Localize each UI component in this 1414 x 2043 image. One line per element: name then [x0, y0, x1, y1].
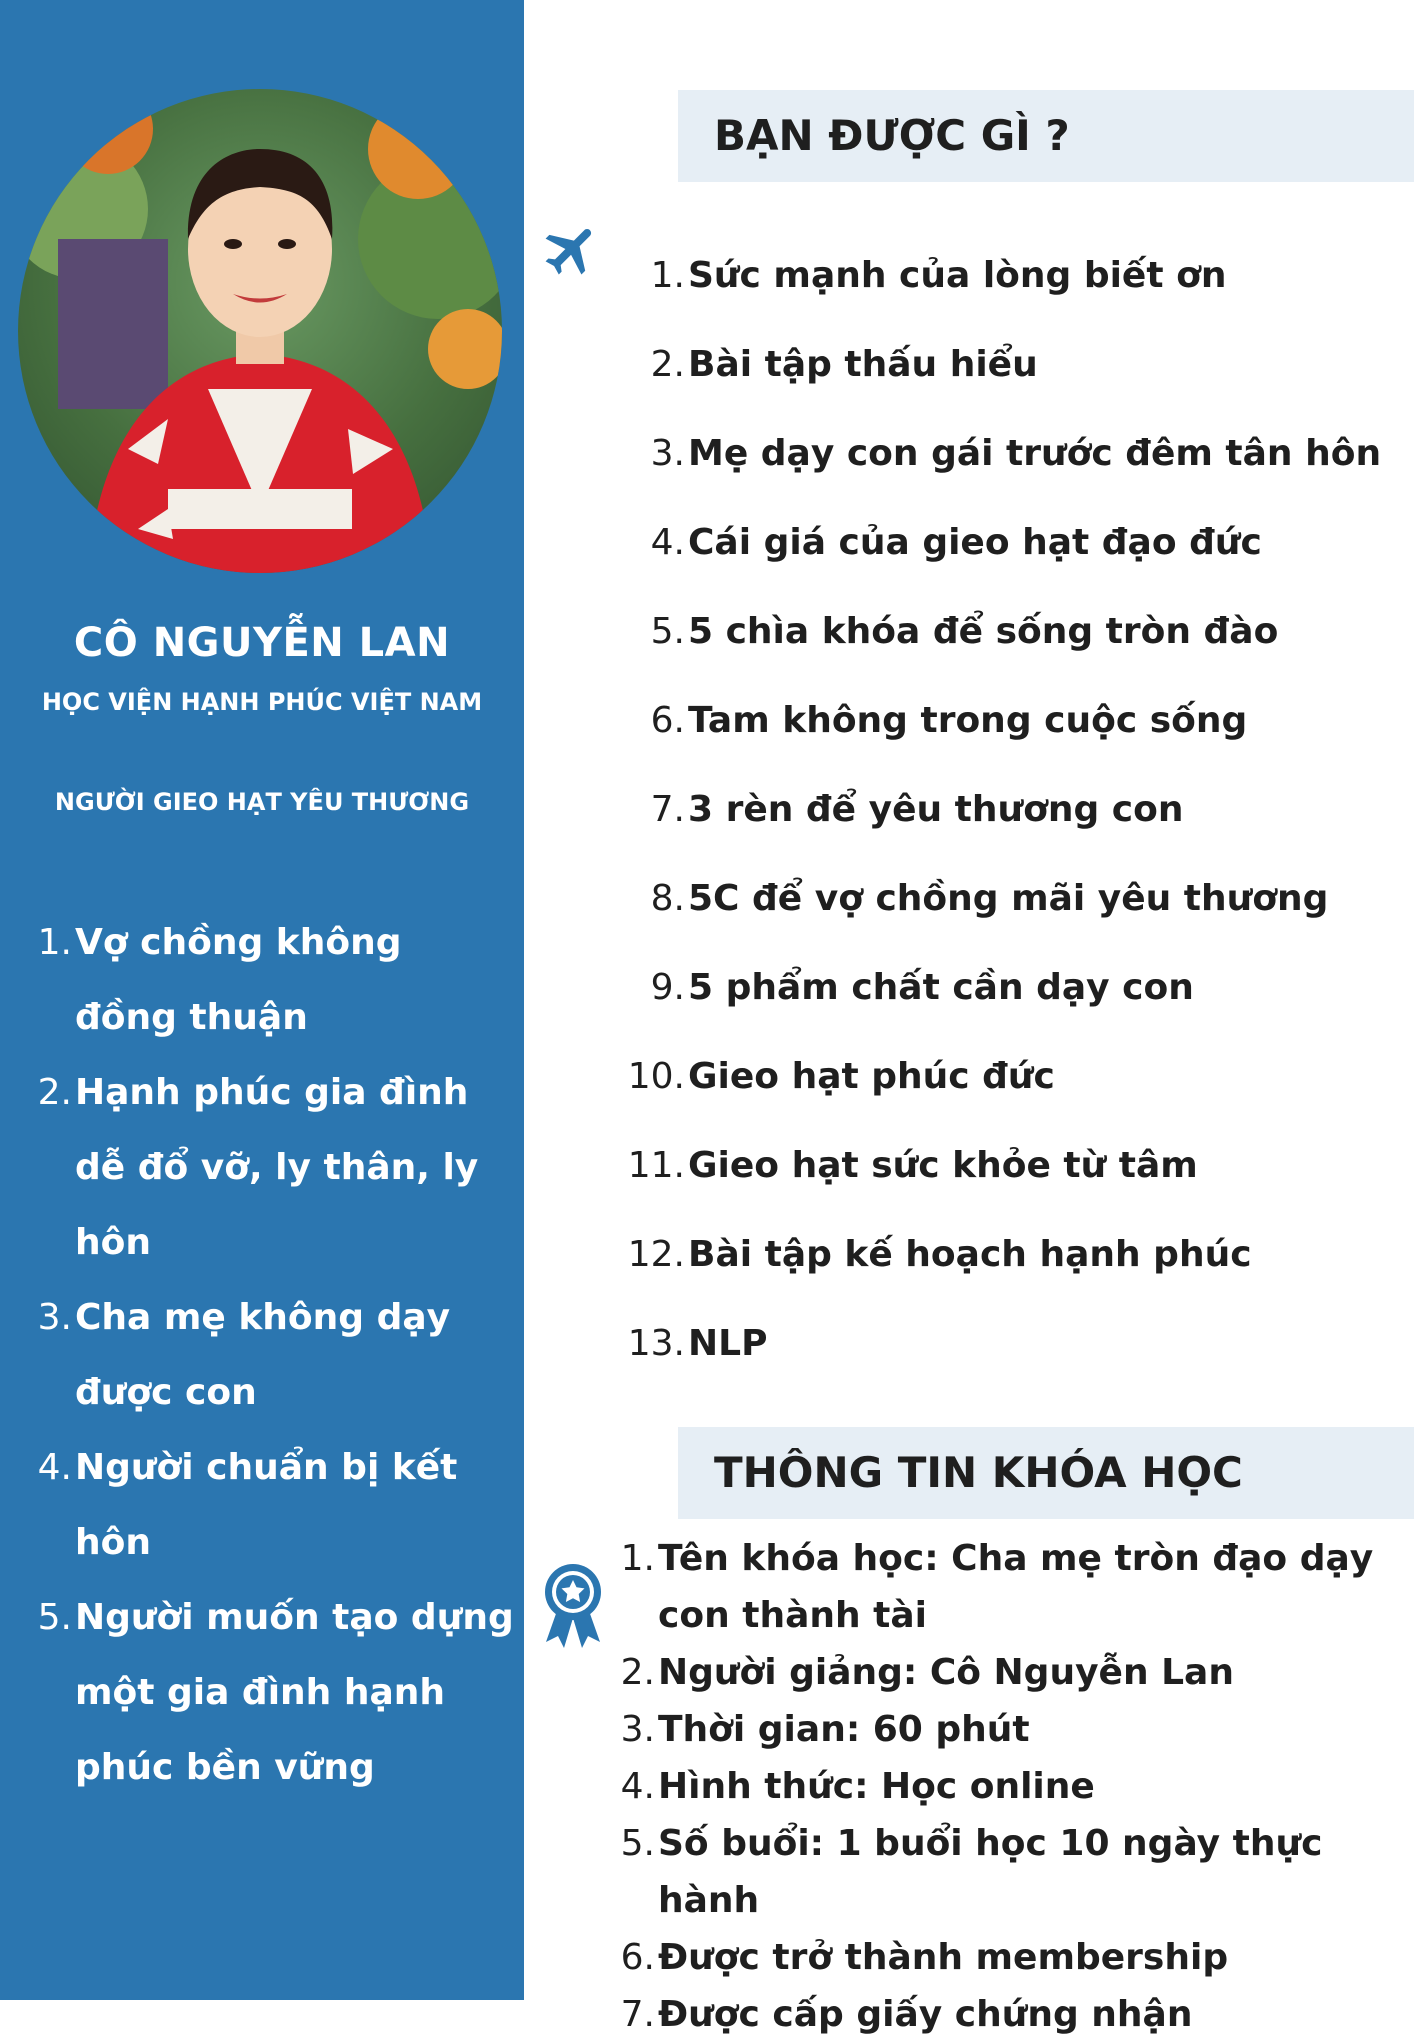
list-item: 5. Số buổi: 1 buổi học 10 ngày thực hành — [620, 1823, 1323, 1921]
list-item: 7. Được cấp giấy chứng nhận — [620, 1994, 1193, 2035]
list-item: 3. Thời gian: 60 phút — [620, 1709, 1030, 1750]
list-item: 4. Người chuẩn bị kết hôn — [37, 1447, 458, 1563]
list-item: 2. Hạnh phúc gia đình dễ đổ vỡ, ly thân, ly hôn — [37, 1072, 479, 1263]
course-info-header — [678, 1427, 1414, 1519]
list-item: 1. Tên khóa học: Cha mẹ tròn đạo dạy con thành tài — [620, 1538, 1374, 1636]
course-info-list — [0, 1530, 1414, 2043]
list-item: 4. Cái giá của gieo hạt đạo đức — [650, 522, 1262, 563]
list-item: 1. Vợ chồng không đồng thuận — [37, 922, 402, 1038]
course-info-title: THÔNG TIN KHÓA HỌC — [714, 1448, 1243, 1497]
presenter-name: CÔ NGUYỄN LAN — [73, 620, 451, 666]
list-item: 6. Được trở thành membership — [620, 1937, 1229, 1978]
benefits-header — [678, 90, 1414, 182]
list-item: 5. Người muốn tạo dựng một gia đình hạnh phúc bền vững — [37, 1597, 514, 1788]
list-item: 8. 5C để vợ chồng mãi yêu thương — [650, 878, 1329, 919]
list-item: 5. 5 chìa khóa để sống tròn đào — [650, 611, 1279, 652]
presenter-tagline: NGƯỜI GIEO HẠT YÊU THƯƠNG — [54, 788, 470, 816]
list-item: 12. Bài tập kế hoạch hạnh phúc — [627, 1234, 1252, 1275]
list-item: 6. Tam không trong cuộc sống — [650, 700, 1248, 741]
list-item: 2. Người giảng: Cô Nguyễn Lan — [620, 1652, 1234, 1693]
list-item: 2. Bài tập thấu hiểu — [650, 344, 1038, 385]
list-item: 7. 3 rèn để yêu thương con — [650, 789, 1184, 830]
list-item: 11. Gieo hạt sức khỏe từ tâm — [627, 1145, 1198, 1186]
list-item: 10. Gieo hạt phúc đức — [627, 1056, 1055, 1097]
benefits-list — [0, 243, 1414, 1400]
list-item: 3. Cha mẹ không dạy được con — [37, 1297, 451, 1413]
list-item: 1. Sức mạnh của lòng biết ơn — [650, 255, 1227, 296]
list-item: 3. Mẹ dạy con gái trước đêm tân hôn — [650, 433, 1382, 474]
organization-name: HỌC VIỆN HẠNH PHÚC VIỆT NAM — [41, 688, 483, 716]
list-item: 13. NLP — [627, 1323, 768, 1364]
benefits-title: BẠN ĐƯỢC GÌ ? — [714, 111, 1070, 160]
list-item: 9. 5 phẩm chất cần dạy con — [650, 967, 1194, 1008]
list-item: 4. Hình thức: Học online — [620, 1766, 1095, 1807]
